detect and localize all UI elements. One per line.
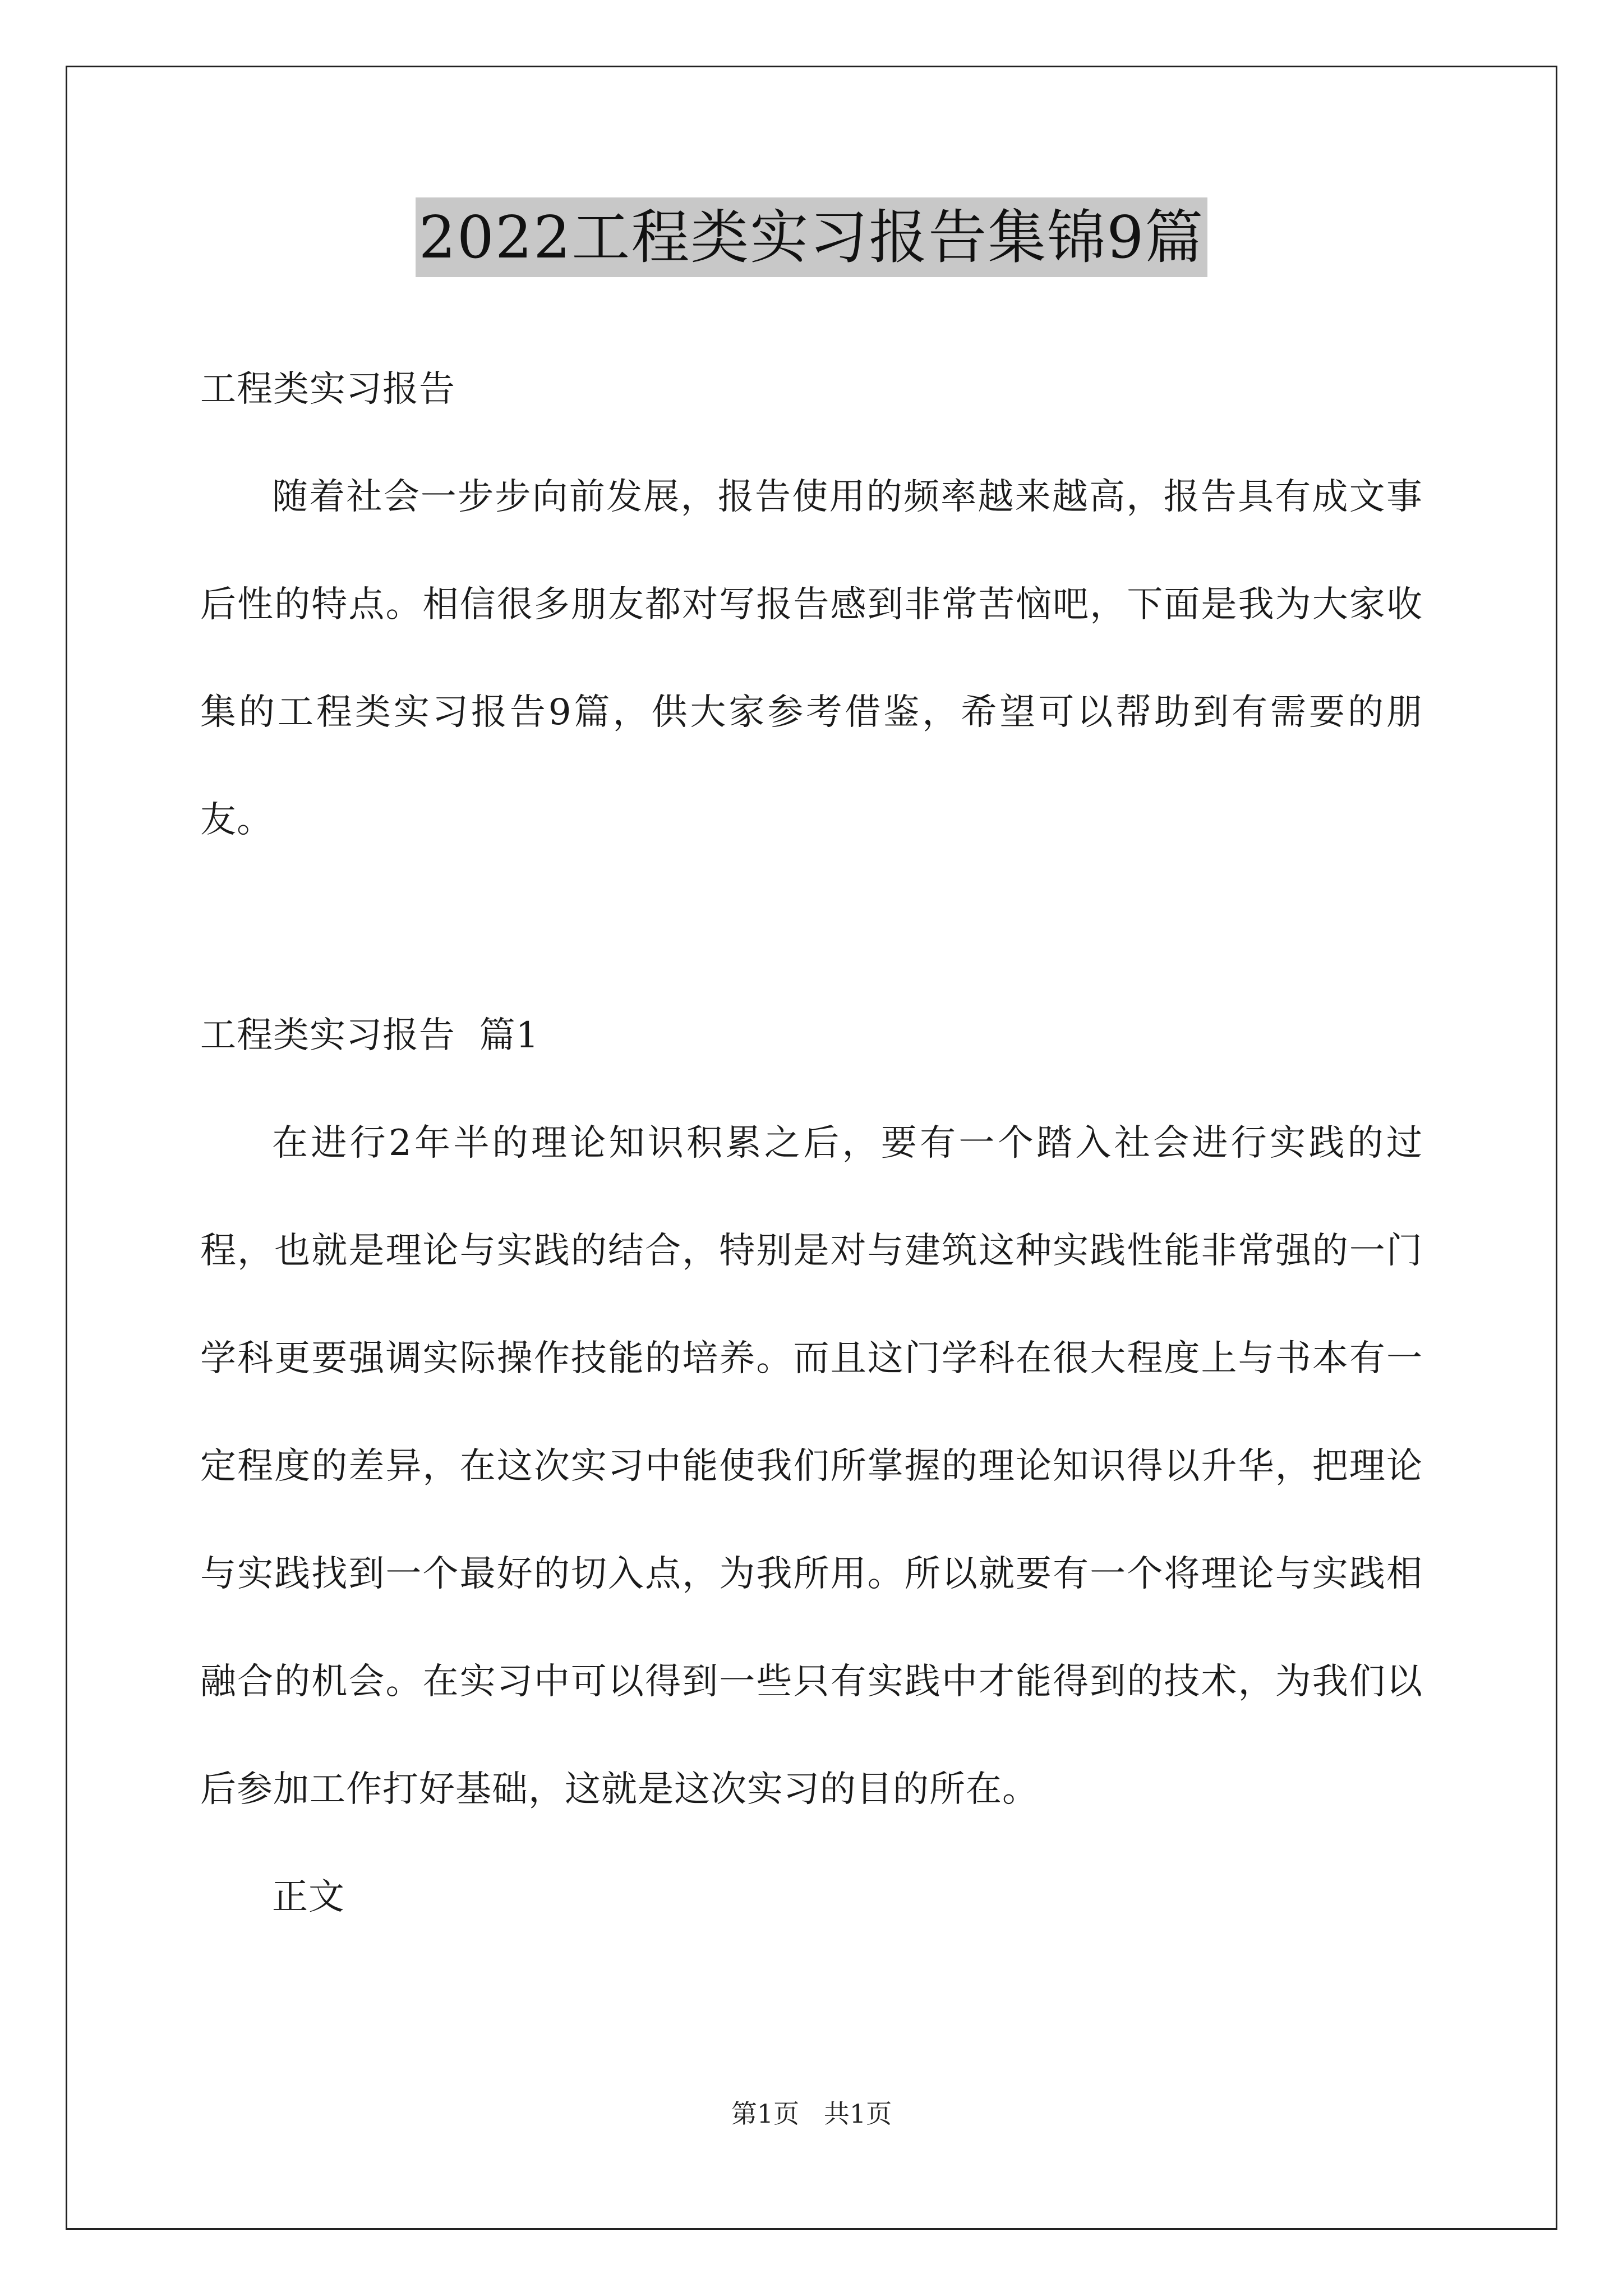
section-gap (200, 874, 1423, 982)
section1-paragraph: 在进行2年半的理论知识积累之后，要有一个踏入社会进行实践的过程，也就是理论与实践的结合，特别是对与建筑这种实践性能非常强的一门学科更要强调实际操作技能的培养。而且这门学科在很大程度上与书本有一定程度的差异，在这次实习中能使我们所掌握的理论知识得以升华，把理论与实践找到一个最好的切入点，为我所用。所以就要有一个将理论与实践相融合的机会。在实习中可以得到一些只有实践中才能得到的技术，为我们以后参加工作打好基础，这就是这次实习的目的所在。 (200, 1122, 1423, 1810)
document-title: 2022工程类实习报告集锦9篇 (416, 197, 1208, 277)
section1-heading: 工程类实习报告 篇1 (200, 1015, 540, 1056)
intro-heading: 工程类实习报告 (200, 369, 455, 410)
title-container (0, 197, 1623, 277)
body-label: 正文 (272, 1876, 345, 1918)
page-footer: 第1页 共1页 (731, 2099, 892, 2129)
intro-paragraph: 随着社会一步步向前发展，报告使用的频率越来越高，报告具有成文事后性的特点。相信很多朋友都对写报告感到非常苦恼吧，下面是我为大家收集的工程类实习报告9篇，供大家参考借鉴，希望可以帮助到有需要的朋友。 (200, 476, 1423, 841)
document-body (200, 335, 1423, 1951)
